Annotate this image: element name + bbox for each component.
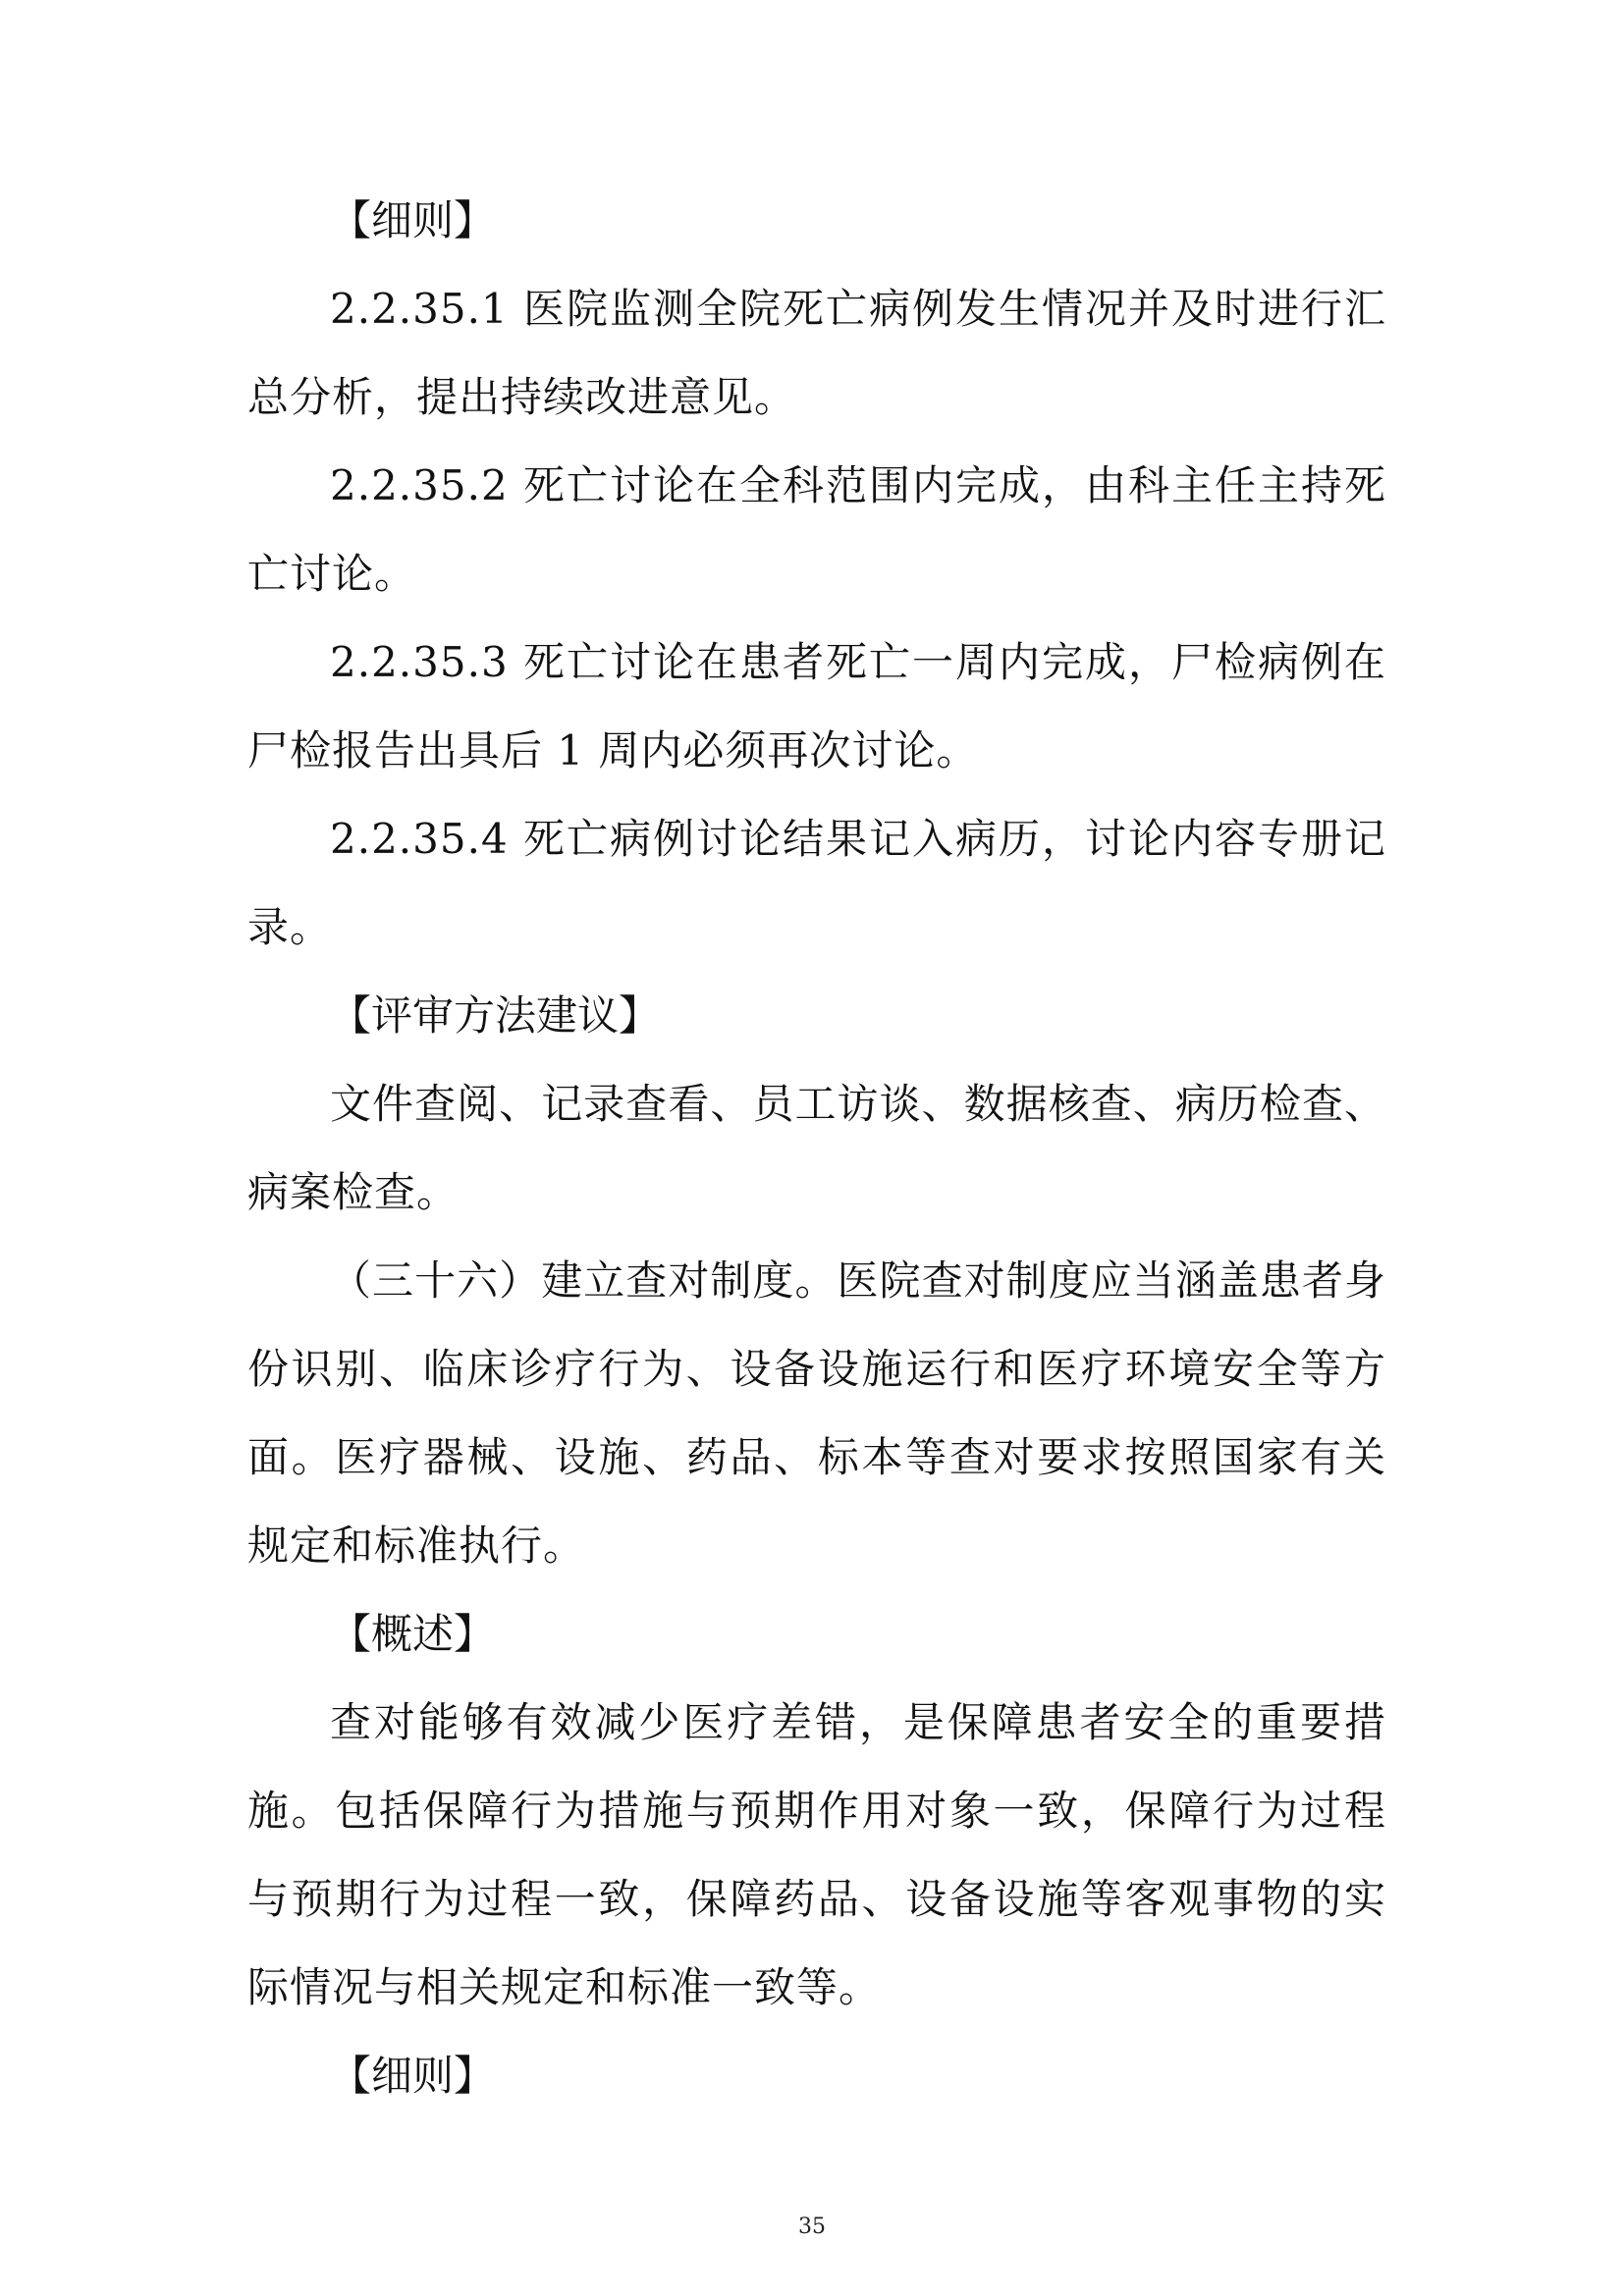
section-heading-details-2: 【细则】 [330, 2052, 496, 2100]
clause-2-2-35-1: 2.2.35.1 医院监测全院死亡病例发生情况并及时进行汇总分析，提出持续改进意见。 [247, 285, 1386, 421]
review-methods-text: 文件查阅、记录查看、员工访谈、数据核查、病历检查、病案检查。 [247, 1080, 1386, 1216]
page-number: 35 [798, 2215, 826, 2239]
clause-2-2-35-3: 2.2.35.3 死亡讨论在患者死亡一周内完成，尸检病例在尸检报告出具后 1 周内必须再次讨论。 [247, 638, 1386, 774]
section-heading-review-methods: 【评审方法建议】 [330, 991, 661, 1040]
document-body [247, 177, 1386, 2120]
section-heading-overview: 【概述】 [330, 1610, 496, 1658]
overview-text: 查对能够有效减少医疗差错，是保障患者安全的重要措施。包括保障行为措施与预期作用对象一致，保障行为过程与预期行为过程一致，保障药品、设备设施等客观事物的实际情况与相关规定和标准一致等。 [247, 1698, 1386, 2011]
section-heading-details: 【细则】 [330, 196, 496, 244]
clause-2-2-35-2: 2.2.35.2 死亡讨论在全科范围内完成，由科主任主持死亡讨论。 [247, 461, 1386, 598]
article-36-text: （三十六）建立查对制度。医院查对制度应当涵盖患者身份识别、临床诊疗行为、设备设施运行和医疗环境安全等方面。医疗器械、设施、药品、标本等查对要求按照国家有关规定和标准执行。 [247, 1256, 1386, 1570]
clause-2-2-35-4: 2.2.35.4 死亡病例讨论结果记入病历，讨论内容专册记录。 [247, 815, 1386, 951]
